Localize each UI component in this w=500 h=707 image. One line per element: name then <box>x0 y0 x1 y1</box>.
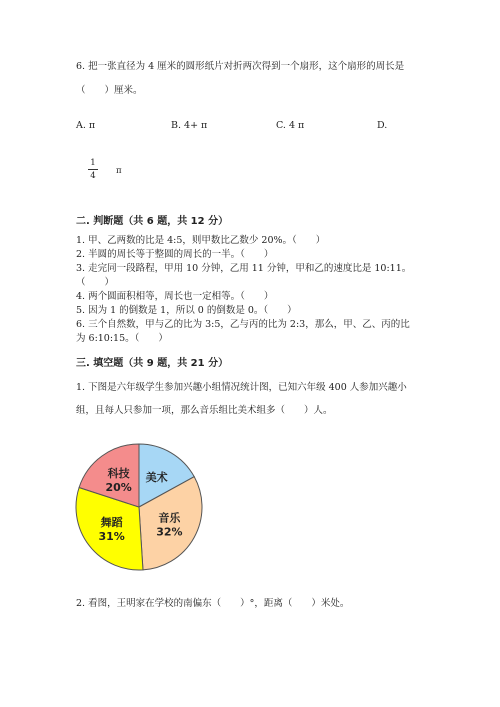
pie-label-3: 科技 <box>107 466 130 480</box>
judge-item-2: 2. 半圆的周长等于整圆的周长的一半。（ ） <box>76 249 274 260</box>
pie-chart <box>72 440 208 576</box>
judge-item-3: 3. 走完同一段路程，甲用 10 分钟，乙用 11 分钟，甲和乙的速度比是 10:11。 <box>76 263 412 274</box>
judge-item-4: 4. 两个圆面积相等，周长也一定相等。（ ） <box>76 291 274 302</box>
pie-label-2: 舞蹈 <box>100 516 123 530</box>
fill-q1-line2: 组，且每人只参加一项，那么音乐组比美术组多（ ）人。 <box>76 405 333 416</box>
q6-option-c: C. 4 π <box>276 120 305 131</box>
fraction-denominator: 4 <box>90 171 96 181</box>
fill-q2: 2. 看图，王明家在学校的南偏东（ ）°，距离（ ）米处。 <box>76 598 350 609</box>
pie-label-1: 音乐 <box>158 511 181 525</box>
judge-item-3-blank: （ ） <box>76 277 115 288</box>
judge-item-6-cont: 为 6:10:15。（ ） <box>76 333 168 344</box>
q6-option-a: A. π <box>76 120 96 131</box>
q6-line2: （ ）厘米。 <box>76 85 143 96</box>
fraction-bar <box>88 169 98 170</box>
fill-q1-line1: 1. 下图是六年级学生参加兴趣小组情况统计图，已知六年级 400 人参加兴趣小 <box>76 382 407 393</box>
q6-option-b: B. 4+ π <box>171 120 208 131</box>
pie-percent-1: 32% <box>156 525 183 539</box>
q6-fraction <box>88 158 98 181</box>
pie-percent-2: 31% <box>98 530 125 544</box>
pie-label-0: 美术 <box>145 471 168 485</box>
fraction-numerator: 1 <box>90 158 96 168</box>
judge-item-6: 6. 三个自然数，甲与乙的比为 3:5，乙与丙的比为 2:3，那么，甲、乙、丙的比 <box>76 319 410 330</box>
section2-title: 二. 判断题（共 6 题，共 12 分） <box>76 216 229 227</box>
q6-line1: 6. 把一张直径为 4 厘米的圆形纸片对折两次得到一个扇形，这个扇形的周长是 <box>76 61 405 72</box>
judge-item-5: 5. 因为 1 的倒数是 1，所以 0 的倒数是 0。（ ） <box>76 305 297 316</box>
q6-option-d: D. <box>377 120 388 131</box>
section3-title: 三. 填空题（共 9 题，共 21 分） <box>76 358 229 369</box>
judge-item-1: 1. 甲、乙两数的比是 4:5，则甲数比乙数少 20%。（ ） <box>76 235 326 246</box>
fraction-suffix: π <box>116 166 122 176</box>
pie-percent-3: 20% <box>105 480 132 494</box>
